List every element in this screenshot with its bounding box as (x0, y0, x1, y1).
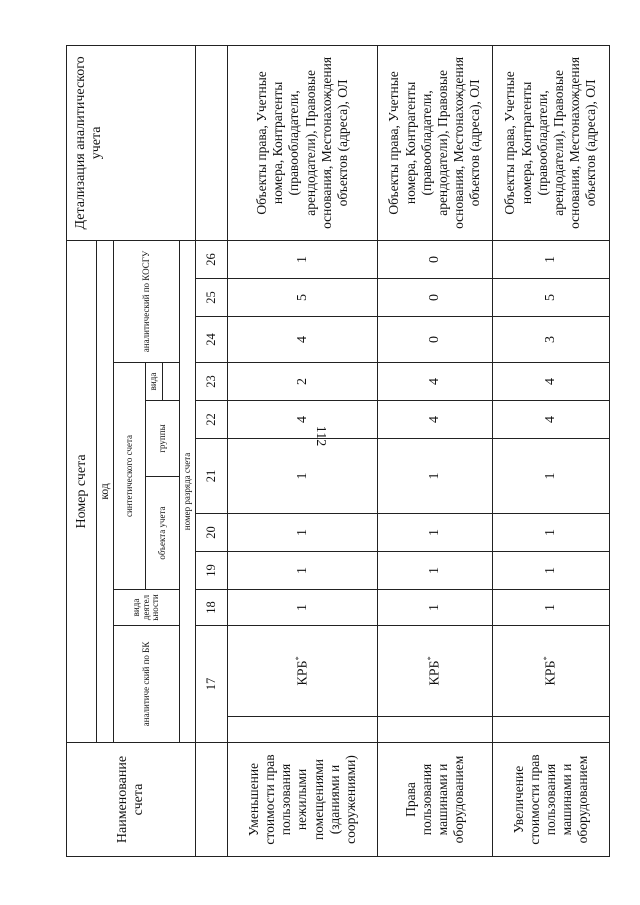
header-account-name: Наименование счета (67, 743, 196, 857)
value-cell: 4 (493, 401, 610, 439)
header-digit: 22 (196, 401, 228, 439)
value-cell: 3 (493, 317, 610, 363)
value-cell: 5 (228, 279, 378, 317)
value-cell: 5 (493, 279, 610, 317)
header-analytic-bk: аналитиче ский по БК (114, 626, 180, 743)
header-digit: 25 (196, 279, 228, 317)
value-cell: 0 (378, 279, 493, 317)
header-analytic-kosgu: аналитический по КОСГУ (114, 240, 180, 362)
header-digit: 19 (196, 552, 228, 590)
header-code: код (97, 240, 114, 742)
header-digit: 26 (196, 240, 228, 278)
header-digit: 17 (196, 626, 228, 743)
table-wrapper (66, 56, 610, 857)
header-activity-type: вида деятел ьности (114, 590, 180, 626)
value-cell: 1 (228, 439, 378, 514)
value-cell: 1 (493, 552, 610, 590)
spacer-cell (228, 717, 378, 743)
value-cell: 1 (228, 590, 378, 626)
header-kind-spacer (163, 363, 180, 401)
value-cell: 1 (378, 439, 493, 514)
account-name-cell: Уменьшение стоимости прав пользования нежилыми помещениями (зданиями и сооружениями) (228, 743, 378, 857)
table-row (378, 45, 493, 856)
header-synthetic: синтетического счета (114, 363, 146, 590)
value-cell: 1 (228, 552, 378, 590)
header-digit: 18 (196, 590, 228, 626)
header-digit-number: номер разряда счета (180, 240, 196, 742)
value-cell: 1 (378, 590, 493, 626)
account-table (66, 45, 610, 857)
page-number: 112 (312, 425, 328, 447)
detail-cell: Объекты права, Учетные номера, Контрагенты (правообладатели, арендодатели), Правовые основания, Местонахождения объектов (адреса), ОЛ (493, 45, 610, 240)
value-cell: 4 (378, 363, 493, 401)
value-cell: 1 (378, 552, 493, 590)
detail-cell: Объекты права, Учетные номера, Контрагенты (правообладатели, арендодатели), Правовые основания, Местонахождения объектов (адреса), ОЛ (378, 45, 493, 240)
table-row (228, 45, 378, 856)
krb-cell: КРБ* (493, 626, 610, 717)
header-digit: 20 (196, 514, 228, 552)
header-group: группы (146, 401, 180, 477)
header-account-number: Номер счета (67, 240, 97, 742)
value-cell: 4 (493, 363, 610, 401)
krb-cell: КРБ* (228, 626, 378, 717)
krb-cell: КРБ* (378, 626, 493, 717)
value-cell: 1 (493, 240, 610, 278)
header-digit: 24 (196, 317, 228, 363)
header-blank-detail (196, 45, 228, 240)
value-cell: 0 (378, 317, 493, 363)
table-row (493, 45, 610, 856)
header-account-object: объекта учета (146, 477, 180, 590)
value-cell: 1 (493, 514, 610, 552)
value-cell: 1 (493, 590, 610, 626)
header-kind: вида (146, 363, 163, 401)
value-cell: 2 (228, 363, 378, 401)
header-digit: 23 (196, 363, 228, 401)
account-name-cell: Права пользования машинами и оборудованием (378, 743, 493, 857)
value-cell: 4 (228, 401, 378, 439)
value-cell: 1 (493, 439, 610, 514)
header-blank-name (196, 743, 228, 857)
account-name-cell: Увеличение стоимости прав пользования машинами и оборудованием (493, 743, 610, 857)
value-cell: 1 (228, 514, 378, 552)
value-cell: 4 (378, 401, 493, 439)
value-cell: 4 (228, 317, 378, 363)
header-analytics-detail: Детализация аналитического учета (67, 45, 196, 240)
spacer-cell (378, 717, 493, 743)
value-cell: 1 (228, 240, 378, 278)
header-digit: 21 (196, 439, 228, 514)
value-cell: 0 (378, 240, 493, 278)
detail-cell: Объекты права, Учетные номера, Контрагенты (правообладатели, арендодатели), Правовые основания, Местонахождения объектов (адреса), ОЛ (228, 45, 378, 240)
spacer-cell (493, 717, 610, 743)
value-cell: 1 (378, 514, 493, 552)
